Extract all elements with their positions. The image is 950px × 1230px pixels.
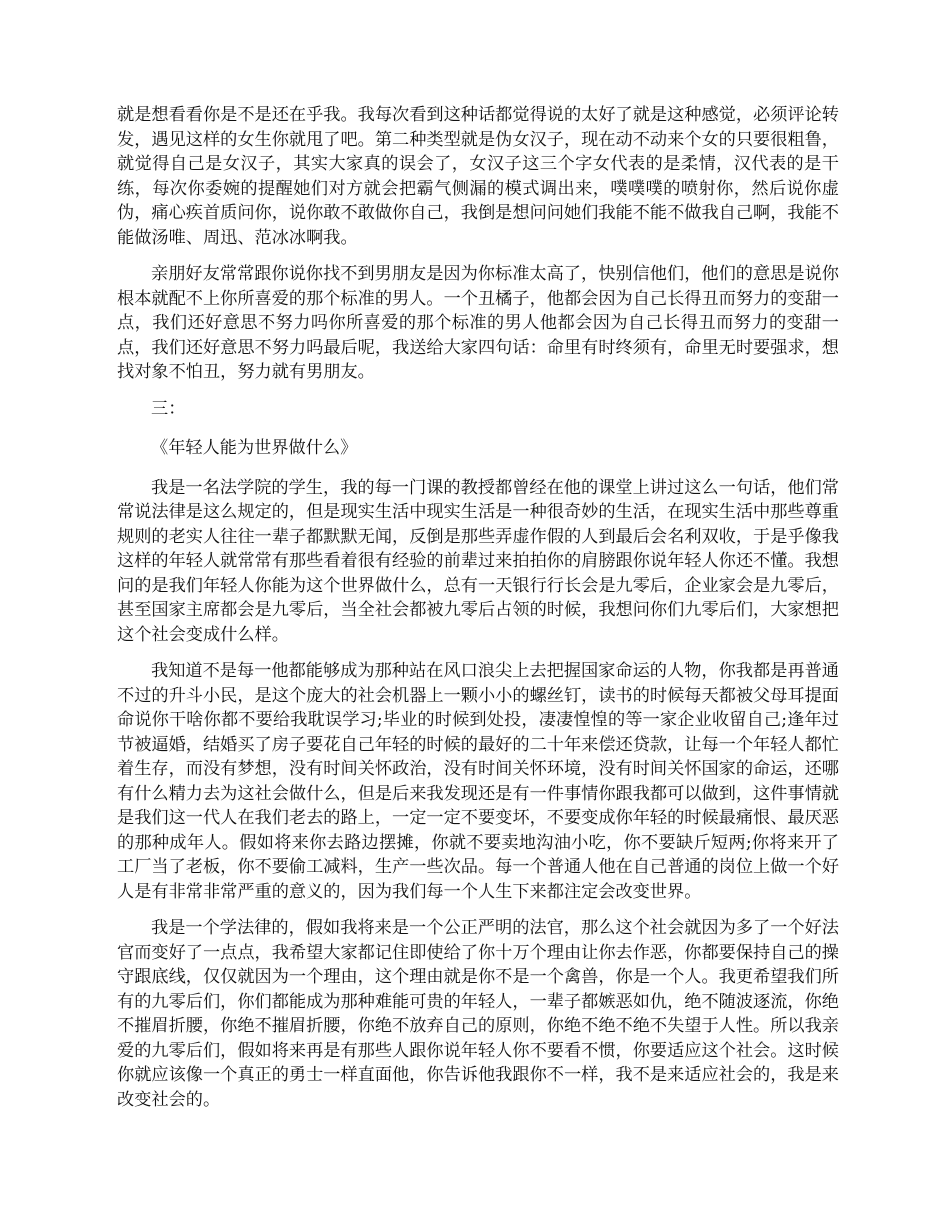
paragraph-2: 亲朋好友常常跟你说你找不到男朋友是因为你标准太高了，快别信他们，他们的意思是说你根本就配不上你所喜爱的那个标准的男人。一个丑橘子，他都会因为自己长得丑而努力的变甜一点，我们还好意思不努力吗你所喜爱的那个标准的男人他都会因为自己长得丑而努力的变甜一点，我们还好意思不努力吗最后呢，我送给大家四句话：命里有时终须有，命里无时要强求，想找对象不怕丑，努力就有男朋友。 [117,264,839,382]
paragraph-4: 我知道不是每一他都能够成为那种站在风口浪尖上去把握国家命运的人物，你我都是再普通不过的升斗小民，是这个庞大的社会机器上一颗小小的螺丝钉，读书的时候每天都被父母耳提面命说你干啥你都不要给我耽误学习;毕业的时候到处投，凄凄惶惶的等一家企业收留自己;逢年过节被逼婚，结婚买了房子要花自己年轻的时候的最好的二十年来偿还贷款，让每一个年轻人都忙着生存，而没有梦想，没有时间关怀政治，没有时间关怀环境，没有时间关怀国家的命运，还哪有什么精力去为这社会做什么，但是后来我发现还是有一件事情你跟我都可以做到，这件事情就是我们这一代人在我们老去的路上，一定一定不要变坏，不要变成你年轻的时候最痛恨、最厌恶的那种成年人。假如将来你去路边摆摊，你就不要卖地沟油小吃，你不要缺斤短两;你将来开了工厂当了老板，你不要偷工减料，生产一些次品。每一个普通人他在自己普通的岗位上做一个好人是有非常非常严重的意义的，因为我们每一个人生下来都注定会改变世界。 [117,661,839,902]
section-label: 三： [151,398,186,419]
document-page [117,103,839,1124]
paragraph-1: 就是想看看你是不是还在乎我。我每次看到这种话都觉得说的太好了就是这种感觉，必须评论转发，遇见这样的女生你就甩了吧。第二种类型就是伪女汉子，现在动不动来个女的只要很粗鲁，就觉得自己是女汉子，其实大家真的误会了，女汉子这三个字女代表的是柔情，汉代表的是干练，每次你委婉的提醒她们对方就会把霸气侧漏的模式调出来，噗噗噗的喷射你，然后说你虚伪，痛心疾首质问你，说你敢不敢做你自己，我倒是想问问她们我能不能不做我自己啊，我能不能做汤唯、周迅、范冰冰啊我。 [117,105,839,248]
essay-title: 《年轻人能为世界做什么》 [151,438,358,458]
paragraph-5: 我是一个学法律的，假如我将来是一个公正严明的法官，那么这个社会就因为多了一个好法官而变好了一点点，我希望大家都记住即使给了你十万个理由让你去作恶，你都要保持自己的操守跟底线，仅仅就因为一个理由，这个理由就是你不是一个禽兽，你是一个人。我更希望我们所有的九零后们，你们都能成为那种难能可贵的年轻人，一辈子都嫉恶如仇，绝不随波逐流，你绝不摧眉折腰，你绝不摧眉折腰，你绝不放弃自己的原则，你绝不绝不绝不失望于人性。所以我亲爱的九零后们，假如将来再是有那些人跟你说年轻人你不要看不惯，你要适应这个社会。这时候你就应该像一个真正的勇士一样直面他，你告诉他我跟你不一样，我不是来适应社会的，我是来改变社会的。 [117,918,839,1110]
paragraph-3: 我是一名法学院的学生，我的每一门课的教授都曾经在他的课堂上讲过这么一句话，他们常常说法律是这么规定的，但是现实生活中现实生活是一种很奇妙的生活，在现实生活中那些尊重规则的老实人往往一辈子都默默无闻，反倒是那些弄虚作假的人到最后会名利双收，于是乎像我这样的年轻人就常常有那些看着很有经验的前辈过来拍拍你的肩膀跟你说年轻人你还不懂。我想问的是我们年轻人你能为这个世界做什么，总有一天银行行长会是九零后，企业家会是九零后，甚至国家主席都会是九零后，当全社会都被九零后占领的时候，我想问你们九零后们，大家想把这个社会变成什么样。 [117,477,839,645]
